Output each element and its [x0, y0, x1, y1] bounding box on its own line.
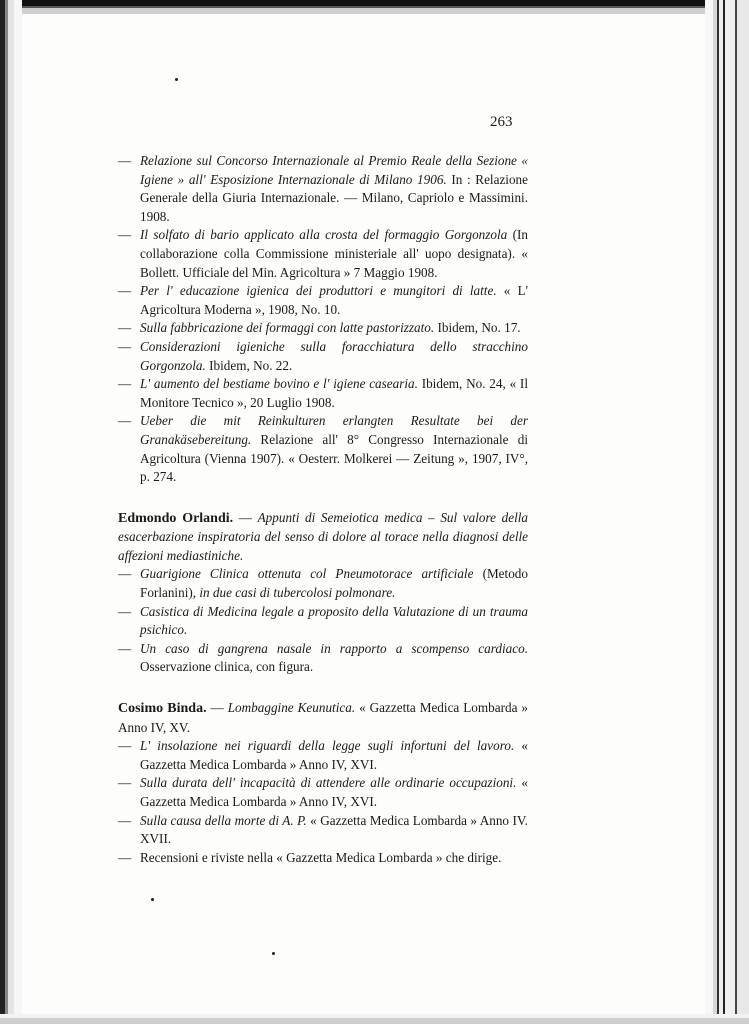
bibliography-text [118, 152, 528, 867]
author-name: Edmondo Orlandi. [118, 510, 234, 526]
entry-title: Il solfato di bario applicato alla crosta del formaggio Gorgonzola [140, 227, 508, 243]
list-item [118, 640, 528, 677]
author-lead [118, 699, 528, 737]
entry-reference: « Gazzetta Medica Lombarda » Anno IV, XVI. [140, 738, 529, 772]
list-item [118, 226, 528, 282]
entry-reference: In : Relazione Generale della Giuria Internazionale. — Milano, Capriolo e Massimini. 1908. [140, 171, 529, 224]
list-item [118, 737, 528, 774]
entry-title: Considerazioni igieniche sulla foracchiatura dello stracchino Gorgonzola. [140, 338, 528, 373]
entry-dash: — [118, 849, 132, 865]
entry-reference: « Gazzetta Medica Lombarda » Anno IV. XVII. [140, 812, 528, 847]
entry-reference: Relazione all' 8° Congresso Internazionale di Agricoltura (Vienna 1907). « Oesterr. Molkerei — Zeitung », 1907, IV°, p. 274. [140, 431, 528, 485]
author-section-binda [118, 699, 528, 867]
list-item [118, 375, 528, 412]
scan-edge-top [0, 0, 749, 14]
page-number: 263 [490, 114, 513, 130]
entry-dash: — [118, 283, 132, 299]
entry-title: Relazione sul Concorso Internazionale al Premio Reale della Sezione « Igiene » all' Esposizione Internazionale di Milano 1906. [140, 153, 528, 187]
author-lead [118, 509, 528, 566]
entry-title: Sulla durata dell' incapacità di attendere alle ordinarie occupazioni. [140, 775, 517, 791]
entry-dash: — [118, 812, 132, 828]
entry-reference: « L' Agricoltura Moderna », 1908, No. 10. [140, 283, 528, 317]
scan-edge-left [0, 0, 22, 1024]
entry-dash: — [118, 640, 132, 656]
list-item [118, 849, 528, 868]
list-item [118, 338, 528, 375]
entry-reference: « Gazzetta Medica Lombarda » Anno IV, XVI. [140, 775, 529, 809]
scan-edge-bottom [0, 1014, 749, 1024]
list-item [118, 152, 528, 226]
entry-reference: Recensioni e riviste nella « Gazzetta Medica Lombarda » che dirige. [140, 849, 502, 865]
list-item [118, 319, 528, 338]
scan-speck [151, 898, 154, 901]
entry-title: Lombaggine Keunutica. [227, 700, 356, 716]
entry-reference: « Gazzetta Medica Lombarda » Anno IV, XV. [118, 700, 528, 735]
entry-title: Appunti di Semeiotica medica – Sul valore della esacerbazione inspiratoria del senso di dolore al torace nella diagnosi delle affezioni mediastiniche. [118, 509, 528, 563]
entry-title: Ueber die mit Reinkulturen erlangten Resultate bei der Granakäsebereitung. [140, 413, 528, 447]
entry-dash: — [118, 603, 132, 619]
list-item [118, 603, 528, 640]
entry-reference: Ibidem, No. 22. [205, 357, 293, 373]
author-name: Cosimo Binda. [118, 701, 207, 717]
entry-dash: — [118, 376, 132, 392]
list-item [118, 565, 528, 602]
scan-edge-right [705, 0, 749, 1024]
entry-dash: — [118, 566, 132, 582]
scan-speck [272, 952, 275, 955]
entry-dash: — [118, 227, 132, 243]
author-section-orlandi [118, 509, 528, 677]
author-dash: — [206, 700, 228, 716]
entry-reference: Ibidem, No. 24, « Il Monitore Tecnico », 20 Luglio 1908. [140, 376, 528, 410]
entry-reference: (In collaborazione colla Commissione ministeriale all' uopo designata). « Bollett. Ufficiale del Min. Agricoltura » 7 Maggio 1908. [140, 227, 528, 280]
scan-speck [175, 78, 178, 81]
entry-title: Guarigione Clinica ottenuta col Pneumotorace artificiale [140, 566, 474, 582]
entry-title: Casistica di Medicina legale a proposito della Valutazione di un trauma psichico. [140, 603, 528, 638]
entry-title: Un caso di gangrena nasale in rapporto a scompenso cardiaco. [140, 640, 528, 656]
list-item [118, 282, 528, 319]
entry-dash: — [118, 320, 132, 336]
entry-title-continued: in due casi di tubercolosi polmonare. [196, 585, 396, 601]
entry-title: L' aumento del bestiame bovino e l' igiene casearia. [140, 376, 418, 392]
list-item [118, 774, 528, 811]
entry-title: Sulla fabbricazione dei formaggi con latte pastorizzato. [140, 320, 435, 336]
entry-reference: (Metodo Forlanini), [140, 566, 528, 601]
entry-dash: — [118, 153, 132, 168]
entry-reference: Osservazione clinica, con figura. [140, 659, 314, 675]
list-item [118, 412, 528, 486]
entry-title: Sulla causa della morte di A. P. [140, 812, 307, 828]
entry-dash: — [118, 738, 132, 754]
list-item [118, 812, 528, 849]
entry-reference: Ibidem, No. 17. [434, 320, 521, 336]
entry-title: Per l' educazione igienica dei produttori e mungitori di latte. [140, 283, 497, 299]
entry-dash: — [118, 338, 132, 354]
author-dash: — [233, 509, 258, 525]
entry-dash: — [118, 775, 132, 791]
entry-dash: — [118, 413, 132, 429]
entry-title: L' insolazione nei riguardi della legge sugli infortuni del lavoro. [140, 738, 515, 754]
